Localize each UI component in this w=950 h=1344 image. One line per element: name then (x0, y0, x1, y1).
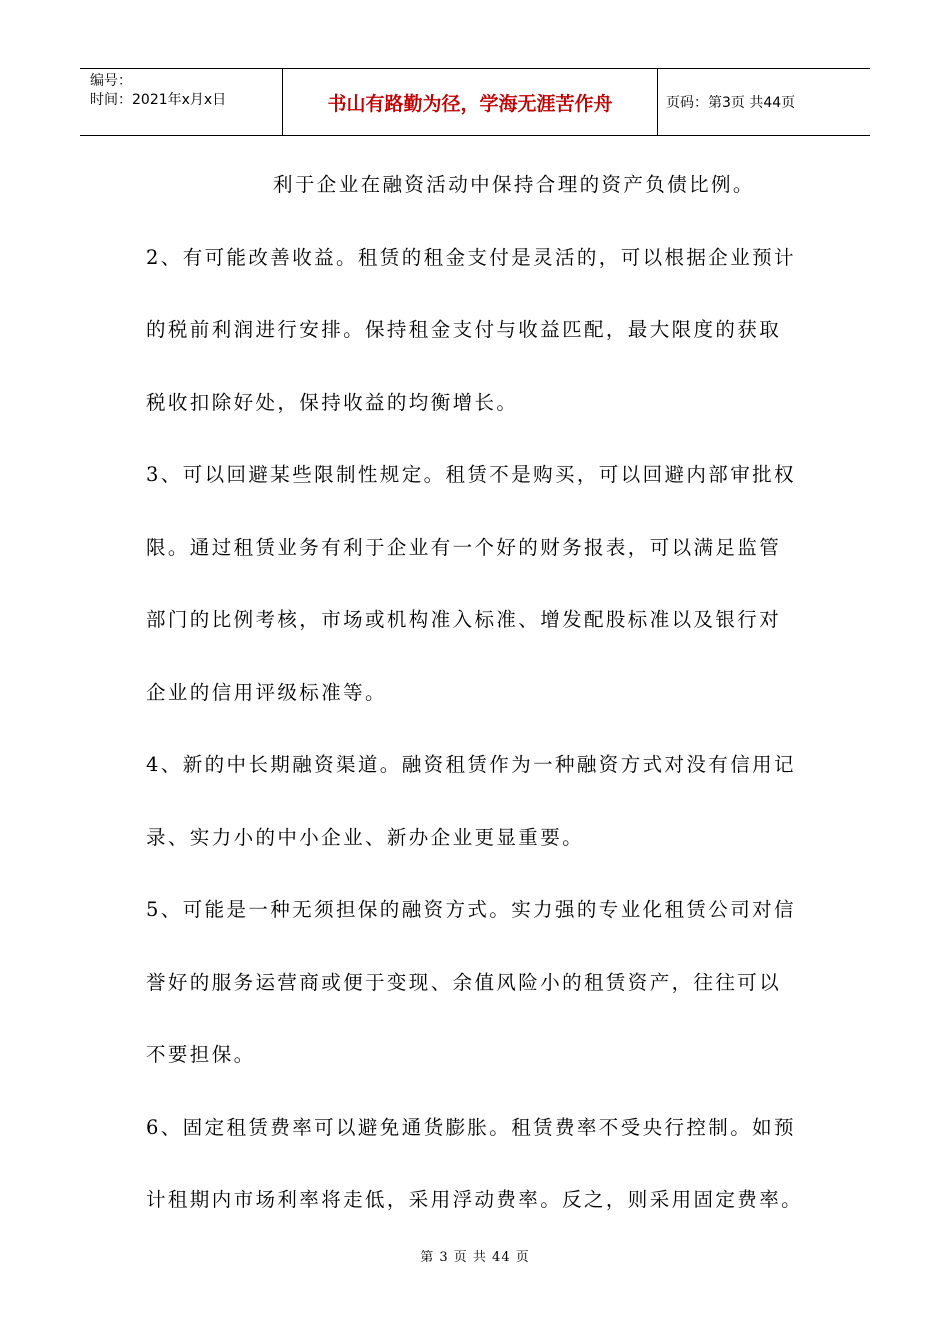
text-line: 企业的信用评级标准等。 (146, 680, 387, 704)
text-line: 4、新的中长期融资渠道。融资租赁作为一种融资方式对没有信用记 (146, 753, 796, 776)
text-line: 限。通过租赁业务有利于企业有一个好的财务报表，可以满足监管 (146, 535, 782, 559)
text-line: 不要担保。 (146, 1043, 256, 1066)
page-footer: 第 3 页 共 44 页 (420, 1250, 530, 1265)
page-header (80, 68, 870, 136)
text-line: 6、固定租赁费率可以避免通货膨胀。租赁费率不受央行控制。如预 (146, 1115, 796, 1139)
text-line: 利于企业在融资活动中保持合理的资产负债比例。 (273, 173, 755, 196)
document-number-label: 编号： (90, 73, 132, 89)
text-line: 2、有可能改善收益。租赁的租金支付是灵活的，可以根据企业预计 (146, 245, 796, 269)
text-line: 5、可能是一种无须担保的融资方式。实力强的专业化租赁公司对信 (146, 898, 796, 921)
header-motto: 书山有路勤为径，学海无涯苦作舟 (282, 69, 658, 135)
text-line: 税收扣除好处，保持收益的均衡增长。 (146, 390, 519, 414)
document-date: 时间：2021年x月x日 (90, 92, 227, 108)
text-line: 誉好的服务运营商或便于变现、余值风险小的租赁资产，往往可以 (146, 970, 782, 994)
text-line: 录、实力小的中小企业、新办企业更显重要。 (146, 825, 585, 849)
header-meta (80, 69, 282, 135)
text-line: 计租期内市场利率将走低，采用浮动费率。反之，则采用固定费率。 (146, 1188, 804, 1211)
text-line: 部门的比例考核，市场或机构准入标准、增发配股标准以及银行对 (146, 608, 782, 631)
text-line: 3、可以回避某些限制性规定。租赁不是购买，可以回避内部审批权 (146, 463, 796, 486)
document-body (146, 155, 810, 1243)
header-page-info: 页码：第3页 共44页 (666, 95, 796, 111)
text-line: 的税前利润进行安排。保持租金支付与收益匹配，最大限度的获取 (146, 318, 782, 341)
